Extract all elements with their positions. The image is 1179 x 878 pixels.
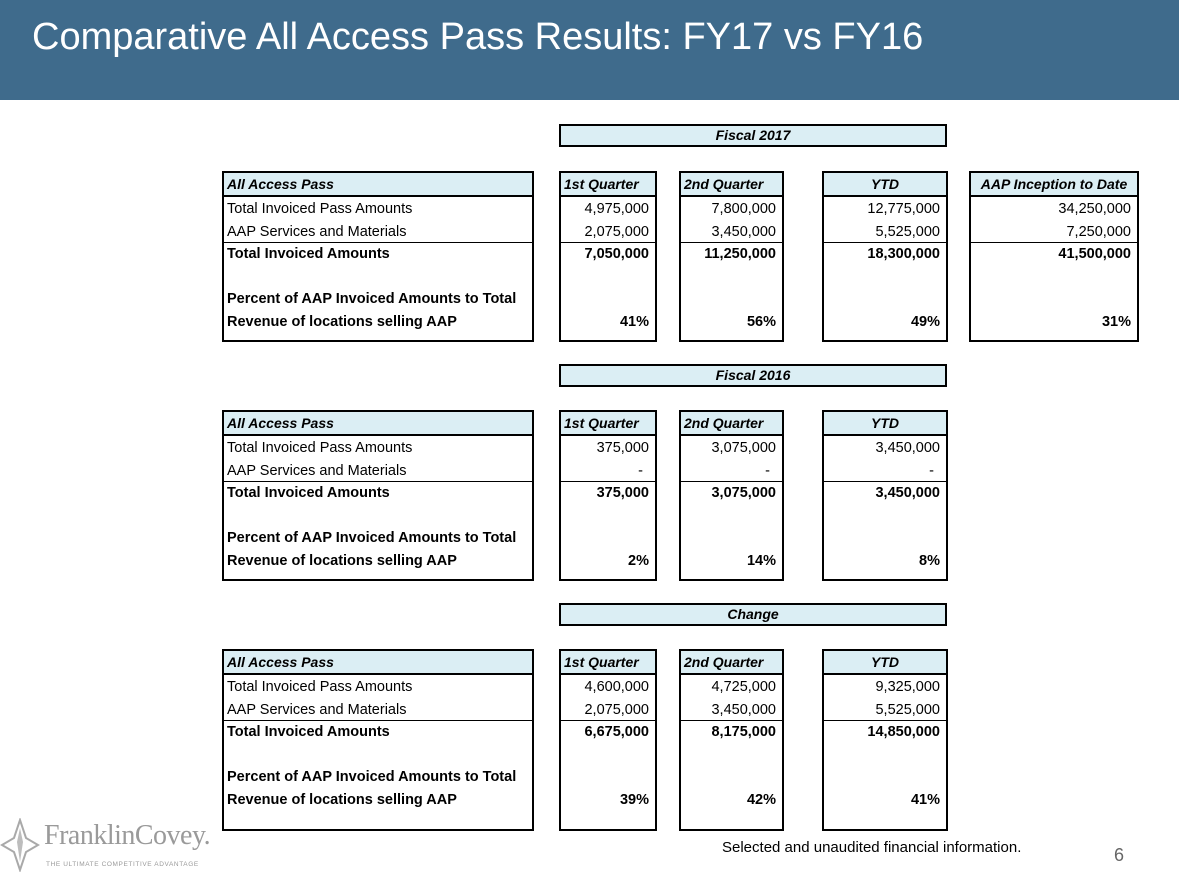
column-header: 1st Quarter <box>561 651 655 675</box>
cell-total: 8,175,000 <box>711 724 776 740</box>
cell-percent: 49% <box>910 314 940 330</box>
row-label-total: Total Invoiced Amounts <box>227 724 390 740</box>
column-header: 2nd Quarter <box>681 412 782 436</box>
cell-pass: 4,975,000 <box>584 201 649 217</box>
cell-total: 41,500,000 <box>1058 246 1131 262</box>
column-header: 1st Quarter <box>561 412 655 436</box>
cell-percent: 56% <box>746 314 776 330</box>
cell-pass: 4,725,000 <box>711 679 776 695</box>
cell-total: 11,250,000 <box>704 246 776 262</box>
row-label-percent-1: Percent of AAP Invoiced Amounts to Total <box>227 291 517 307</box>
cell-total: 6,675,000 <box>584 724 649 740</box>
cell-pass: 375,000 <box>596 440 649 456</box>
cell-services: 3,450,000 <box>711 224 776 240</box>
cell-pass: 3,075,000 <box>711 440 776 456</box>
section-label-fy16: Fiscal 2016 <box>559 364 947 387</box>
section-label-change: Change <box>559 603 947 626</box>
page-number: 6 <box>1114 845 1125 865</box>
cell-total: 18,300,000 <box>867 246 940 262</box>
value-column-ytd <box>822 171 948 342</box>
logo-wordmark: FranklinCovey. <box>44 820 211 851</box>
cell-percent: 39% <box>619 792 649 808</box>
label-column <box>222 649 534 831</box>
cell-pass: 3,450,000 <box>875 440 940 456</box>
cell-services: 2,075,000 <box>584 702 649 718</box>
cell-percent: 14% <box>746 553 776 569</box>
title-bar <box>0 0 1179 100</box>
cell-services: - <box>929 463 934 479</box>
compass-icon <box>0 818 40 872</box>
value-column-inception <box>969 171 1139 342</box>
cell-pass: 9,325,000 <box>875 679 940 695</box>
cell-services: 3,450,000 <box>711 702 776 718</box>
cell-services: - <box>638 463 643 479</box>
value-column-ytd <box>822 649 948 831</box>
row-label-total: Total Invoiced Amounts <box>227 485 390 501</box>
column-header: AAP Inception to Date <box>971 173 1137 197</box>
label-column <box>222 171 534 342</box>
row-label-percent-2: Revenue of locations selling AAP <box>227 314 457 330</box>
page-title: Comparative All Access Pass Results: FY17 vs FY16 <box>32 16 924 58</box>
value-column-q1 <box>559 410 657 581</box>
row-label-percent-2: Revenue of locations selling AAP <box>227 792 457 808</box>
row-label-percent-1: Percent of AAP Invoiced Amounts to Total <box>227 530 517 546</box>
row-label-percent-2: Revenue of locations selling AAP <box>227 553 457 569</box>
value-column-q2 <box>679 410 784 581</box>
cell-pass: 4,600,000 <box>584 679 649 695</box>
cell-total: 375,000 <box>596 485 649 501</box>
cell-total: 7,050,000 <box>584 246 649 262</box>
row-label-pass: Total Invoiced Pass Amounts <box>227 201 413 217</box>
column-header: YTD <box>824 173 946 197</box>
footer-note: Selected and unaudited financial information. <box>722 839 1022 856</box>
column-header: YTD <box>824 412 946 436</box>
franklincovey-logo <box>0 816 211 876</box>
column-header: 2nd Quarter <box>681 173 782 197</box>
row-label-pass: Total Invoiced Pass Amounts <box>227 440 413 456</box>
cell-percent: 2% <box>628 553 649 569</box>
cell-services: - <box>765 463 770 479</box>
cell-pass: 34,250,000 <box>1058 201 1131 217</box>
cell-services: 5,525,000 <box>875 702 940 718</box>
row-label-percent-1: Percent of AAP Invoiced Amounts to Total <box>227 769 517 785</box>
cell-services: 7,250,000 <box>1066 224 1131 240</box>
cell-pass: 7,800,000 <box>711 201 776 217</box>
column-header: All Access Pass <box>224 173 532 197</box>
cell-percent: 8% <box>919 553 940 569</box>
logo-tagline: THE ULTIMATE COMPETITIVE ADVANTAGE <box>46 861 199 868</box>
label-column <box>222 410 534 581</box>
cell-percent: 41% <box>910 792 940 808</box>
row-label-services: AAP Services and Materials <box>227 702 407 718</box>
column-header: 1st Quarter <box>561 173 655 197</box>
value-column-q2 <box>679 649 784 831</box>
cell-percent: 31% <box>1101 314 1131 330</box>
column-header: All Access Pass <box>224 651 532 675</box>
cell-total: 3,450,000 <box>875 485 940 501</box>
cell-total: 3,075,000 <box>711 485 776 501</box>
value-column-ytd <box>822 410 948 581</box>
row-label-services: AAP Services and Materials <box>227 463 407 479</box>
cell-services: 2,075,000 <box>584 224 649 240</box>
value-column-q1 <box>559 171 657 342</box>
cell-total: 14,850,000 <box>867 724 940 740</box>
column-header: All Access Pass <box>224 412 532 436</box>
column-header: 2nd Quarter <box>681 651 782 675</box>
cell-services: 5,525,000 <box>875 224 940 240</box>
column-header: YTD <box>824 651 946 675</box>
value-column-q1 <box>559 649 657 831</box>
row-label-services: AAP Services and Materials <box>227 224 407 240</box>
cell-percent: 41% <box>619 314 649 330</box>
row-label-total: Total Invoiced Amounts <box>227 246 390 262</box>
section-label-fy17: Fiscal 2017 <box>559 124 947 147</box>
cell-pass: 12,775,000 <box>867 201 940 217</box>
value-column-q2 <box>679 171 784 342</box>
cell-percent: 42% <box>746 792 776 808</box>
row-label-pass: Total Invoiced Pass Amounts <box>227 679 413 695</box>
